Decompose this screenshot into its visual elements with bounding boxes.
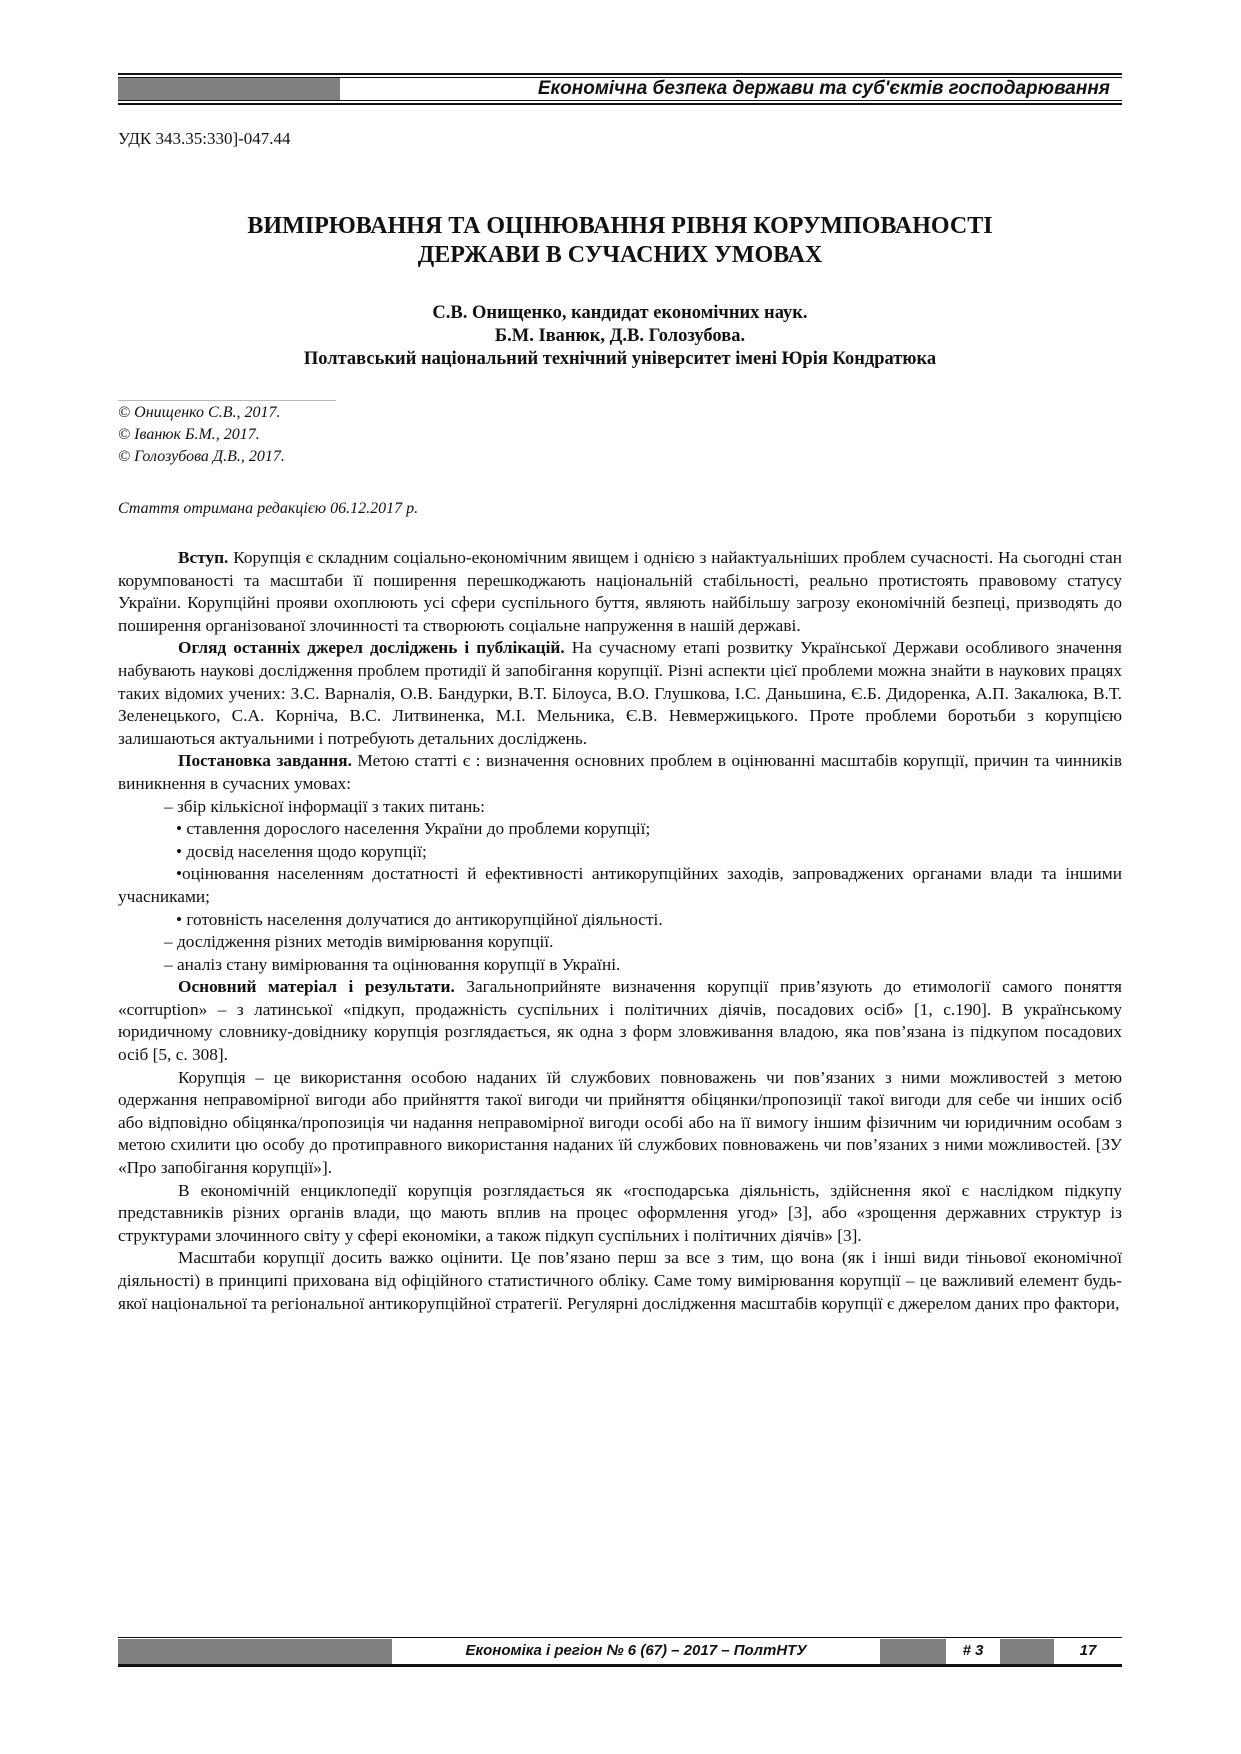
authors-block [118, 302, 1122, 371]
received-date: Стаття отримана редакцією 06.12.2017 р. [118, 500, 419, 517]
paragraph-scale: Масштаби корупції досить важко оцінити. Це пов’язано перш за все з тим, що вона (як і інші види тіньової економічної діяльності) в принципі прихована від офіційного статистичного обліку. Саме тому вимірювання корупції – це важливий елемент будь-якої національної та регіональної антикорупційної стратегії. Регулярні дослідження масштабів корупції є джерелом даних про фактори, [118, 1248, 1122, 1313]
copyright-divider [118, 400, 336, 401]
running-footer [118, 1637, 1122, 1667]
list-item: – збір кількісної інформації з таких питань: [164, 796, 485, 816]
footer-gray-block [1000, 1639, 1054, 1664]
list-item: •оцінювання населенням достатності й ефективності антикорупційних заходів, запроваджених органами влади та іншими учасниками; [118, 864, 1122, 906]
list-item: • досвід населення щодо корупції; [176, 841, 427, 861]
paragraph-intro [118, 547, 1122, 637]
footer-gray-block [118, 1639, 392, 1664]
header-rule-top [118, 73, 1122, 75]
heading-review: Огляд останніх джерел досліджень і публікацій. [178, 638, 565, 658]
author-line-1: С.В. Онищенко, кандидат економічних наук. [432, 303, 808, 323]
list-item: • готовність населення долучатися до антикорупційної діяльності. [176, 909, 663, 929]
header-gray-block [118, 78, 340, 100]
footer-rule-top [118, 1637, 1122, 1638]
footer-journal: Економіка і регіон № 6 (67) – 2017 – ПолтНТУ [392, 1639, 880, 1664]
running-header [118, 73, 1122, 105]
header-rule-bottom-thin [118, 100, 1122, 101]
footer-rule-bottom [118, 1664, 1122, 1667]
author-line-2: Б.М. Іванюк, Д.В. Голозубова. [494, 326, 746, 346]
footer-gray-block [880, 1639, 946, 1664]
heading-results: Основний матеріал і результати. [178, 977, 455, 997]
list-item: • ставлення дорослого населення України до проблеми корупції; [176, 819, 651, 839]
intro-text: Корупція є складним соціально-економічним явищем і однією з найактуальніших проблем сучасності. На сьогодні стан корумпованості та масштаби її поширення перешкоджають національній стабільності, реально протистоять правовому статусу України. Корупційні прояви охоплюють усі сфери суспільного буття, являють найбільшу загрозу економічній безпеці, призводять до поширення організованої злочинності та створюють соціальне напруження в нашій державі. [118, 548, 1122, 635]
udc-code: УДК 343.35:330]-047.44 [118, 129, 291, 148]
paragraph-encyclopedia: В економічній енциклопедії корупція розглядається як «господарська діяльність, здійснення якої є наслідком підкупу представників різних органів влади, що мають вплив на процес оформлення угод» [3], або «зрощення державних структур із структурами злочинного світу у сфері економіки, а також підкуп суспільних і політичних діячів» [3]. [118, 1180, 1122, 1245]
article-title [118, 212, 1122, 270]
article-body [118, 547, 1122, 1315]
copyright-notices [118, 402, 285, 468]
header-rule-bottom [118, 103, 1122, 105]
copyright-line: © Іванюк Б.М., 2017. [118, 426, 260, 443]
heading-task: Постановка завдання. [178, 751, 352, 771]
page-number: 17 [1054, 1639, 1122, 1664]
list-item: – аналіз стану вимірювання та оцінювання корупції в Україні. [164, 954, 621, 974]
running-title: Економічна безпека держави та суб'єктів господарювання [537, 78, 1110, 99]
copyright-line: © Онищенко С.В., 2017. [118, 404, 281, 421]
task-text: Метою статті є : визначення основних проблем в оцінюванні масштабів корупції, причин та чинників виникнення в сучасних умовах: [118, 751, 1122, 793]
author-affiliation: Полтавський національний технічний університет імені Юрія Кондратюка [303, 349, 937, 369]
paragraph-definition: Корупція – це використання особою наданих їй службових повноважень чи пов’язаних з ними можливостей з метою одержання неправомірної вигоди або прийняття такої вигоди чи прийняття обіцянки/пропозиції такої вигоди для себе чи інших осіб або відповідно обіцянка/пропозиція чи надання неправомірної вигоди особі або на її вимогу іншим фізичним чи юридичним особам з метою схилити цю особу до протиправного використання наданих їй службових повноважень чи пов’язаних з ними можливостей. [ЗУ «Про запобігання корупції»]. [118, 1067, 1122, 1178]
paragraph-task [118, 750, 1122, 795]
article-title-line-1: ВИМІРЮВАННЯ ТА ОЦІНЮВАННЯ РІВНЯ КОРУМПОВАНОСТІ [247, 213, 993, 239]
heading-intro: Вступ. [178, 548, 229, 567]
article-title-line-2: ДЕРЖАВИ В СУЧАСНИХ УМОВАХ [417, 242, 823, 268]
list-item: – дослідження різних методів вимірювання корупції. [164, 932, 554, 952]
copyright-line: © Голозубова Д.В., 2017. [118, 448, 285, 465]
paragraph-results [118, 976, 1122, 1066]
review-text: На сучасному етапі розвитку Української Держави особливого значення набувають наукові дослідження проблем протидії й запобігання корупції. Різні аспекти цієї проблеми можна знайти в наукових працях таких відомих учених: З.С. Варналія, О.В. Бандурки, В.Т. Білоуса, В.О. Глушкова, І.С. Даньшина, Є.Б. Дидоренка, А.П. Закалюка, В.Т. Зеленецького, С.А. Корніча, В.С. Литвиненка, М.І. Мельника, Є.В. Невмержицького. Проте проблеми боротьби з корупцією залишаються актуальними і потребують детальних досліджень. [118, 638, 1123, 748]
results-text: Загальноприйняте визначення корупції прив’язують до етимології самого поняття «corruption» – з латинської «підкуп, продажність суспільних і політичних діячів, посадових осіб» [1, с.190]. В українському юридичному словнику-довіднику корупція розглядається, як одна з форм зловживання владою, яка пов’язана із підкупом посадових осіб [5, с. 308]. [118, 977, 1122, 1065]
paragraph-review [118, 637, 1122, 750]
footer-issue: # 3 [946, 1639, 1000, 1664]
